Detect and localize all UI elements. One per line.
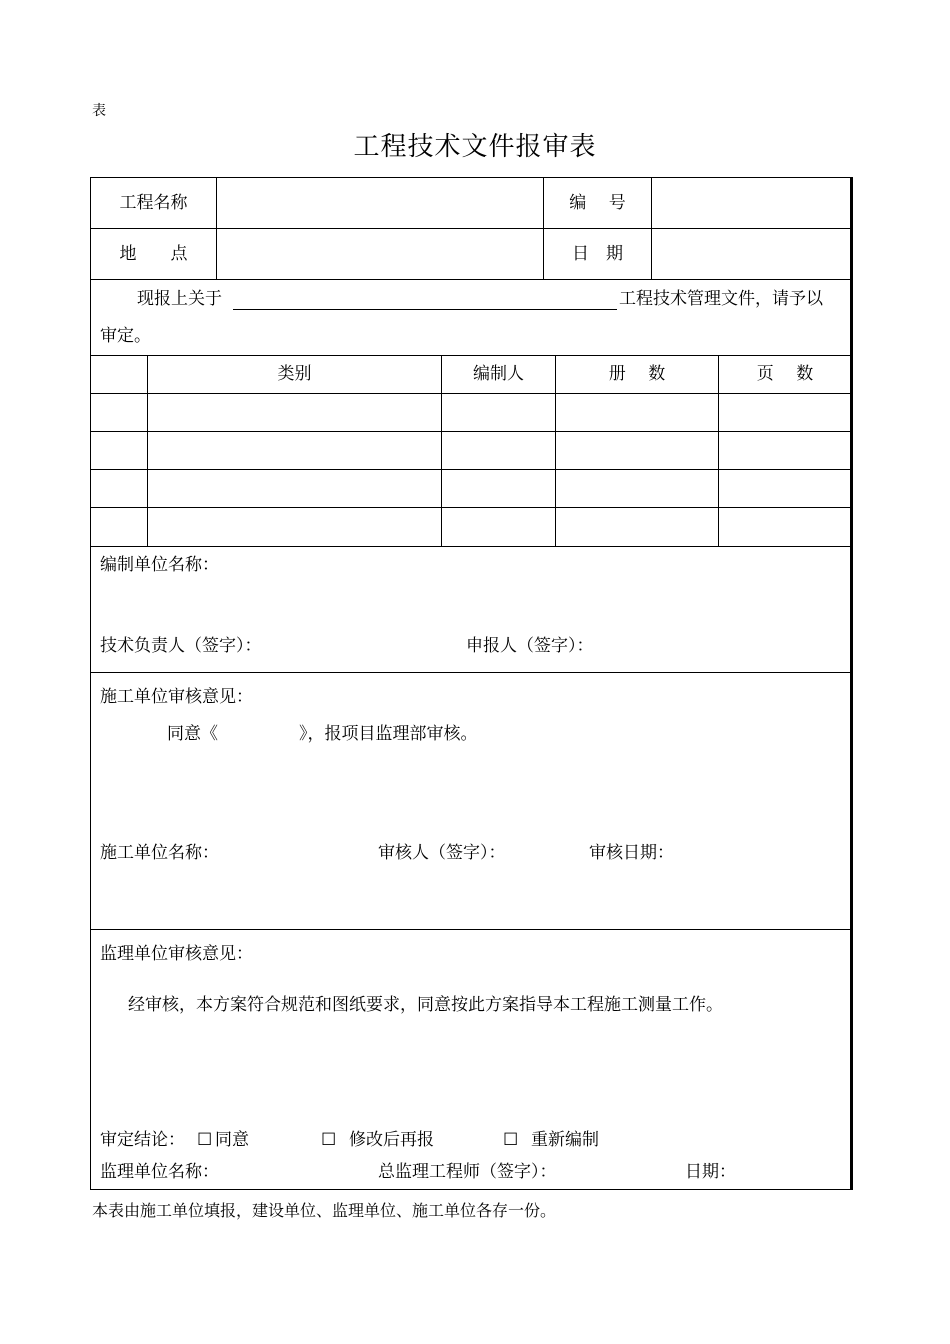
- supervisor-date-label: 日期：: [685, 1162, 736, 1182]
- page-title: 工程技术文件报审表: [353, 132, 597, 162]
- redo-option-label: 重新编制: [531, 1130, 599, 1150]
- submission-subject-blank[interactable]: [233, 309, 617, 310]
- contractor-reviewer-label: 审核人（签字）：: [378, 843, 506, 863]
- location-field[interactable]: [217, 229, 542, 278]
- redo-checkbox[interactable]: ☐: [503, 1130, 519, 1150]
- project-name-field[interactable]: [217, 179, 542, 227]
- agree-option-label: 同意: [215, 1130, 249, 1150]
- chief-engineer-signature-label: 总监理工程师（签字）：: [378, 1162, 557, 1182]
- row-divider: [91, 279, 851, 280]
- form-number-mark: 表: [92, 103, 106, 119]
- contractor-review-date-label: 审核日期：: [589, 843, 674, 863]
- row-divider: [91, 672, 851, 673]
- project-name-label: 工程名称: [119, 193, 188, 213]
- date-label: 日 期: [572, 244, 623, 264]
- table-row[interactable]: [148, 432, 440, 468]
- submission-suffix: 工程技术管理文件，请予以: [619, 289, 823, 309]
- contractor-unit-label: 施工单位名称：: [100, 843, 219, 863]
- revise-checkbox[interactable]: ☐: [321, 1130, 337, 1150]
- contractor-opinion-prefix: 同意《: [167, 724, 218, 744]
- table-row[interactable]: [148, 394, 440, 430]
- number-label: 编 号: [569, 193, 626, 213]
- revise-option-label: 修改后再报: [349, 1130, 434, 1150]
- table-row[interactable]: [148, 508, 440, 545]
- submission-prefix: 现报上关于: [137, 289, 222, 309]
- applicant-signature-label: 申报人（签字）：: [466, 636, 594, 656]
- volumes-header: 册 数: [608, 364, 666, 384]
- tech-lead-signature-label: 技术负责人（签字）：: [100, 636, 262, 656]
- contractor-opinion-suffix: 》，报项目监理部审核。: [299, 724, 478, 744]
- footnote: 本表由施工单位填报，建设单位、监理单位、施工单位各存一份。: [92, 1201, 557, 1220]
- location-label: 地 点: [119, 244, 188, 264]
- contractor-review-heading: 施工单位审核意见：: [100, 687, 253, 707]
- row-divider: [91, 929, 851, 930]
- number-field[interactable]: [652, 179, 848, 227]
- pages-header: 页 数: [756, 364, 814, 384]
- date-field[interactable]: [652, 229, 848, 278]
- supervisor-review-heading: 监理单位审核意见：: [100, 944, 253, 964]
- form-table: [90, 177, 853, 1190]
- author-header: 编制人: [473, 364, 524, 384]
- row-divider: [91, 546, 851, 547]
- supervisor-unit-label: 监理单位名称：: [100, 1162, 219, 1182]
- supervisor-opinion: 经审核，本方案符合规范和图纸要求，同意按此方案指导本工程施工测量工作。: [128, 995, 723, 1015]
- table-row[interactable]: [148, 470, 440, 506]
- compiler-unit-label: 编制单位名称：: [100, 555, 219, 575]
- category-header: 类别: [277, 364, 312, 384]
- row-divider: [91, 355, 851, 356]
- submission-line2: 审定。: [100, 326, 151, 346]
- conclusion-label: 审定结论：: [100, 1130, 185, 1150]
- agree-checkbox[interactable]: ☐: [197, 1130, 213, 1150]
